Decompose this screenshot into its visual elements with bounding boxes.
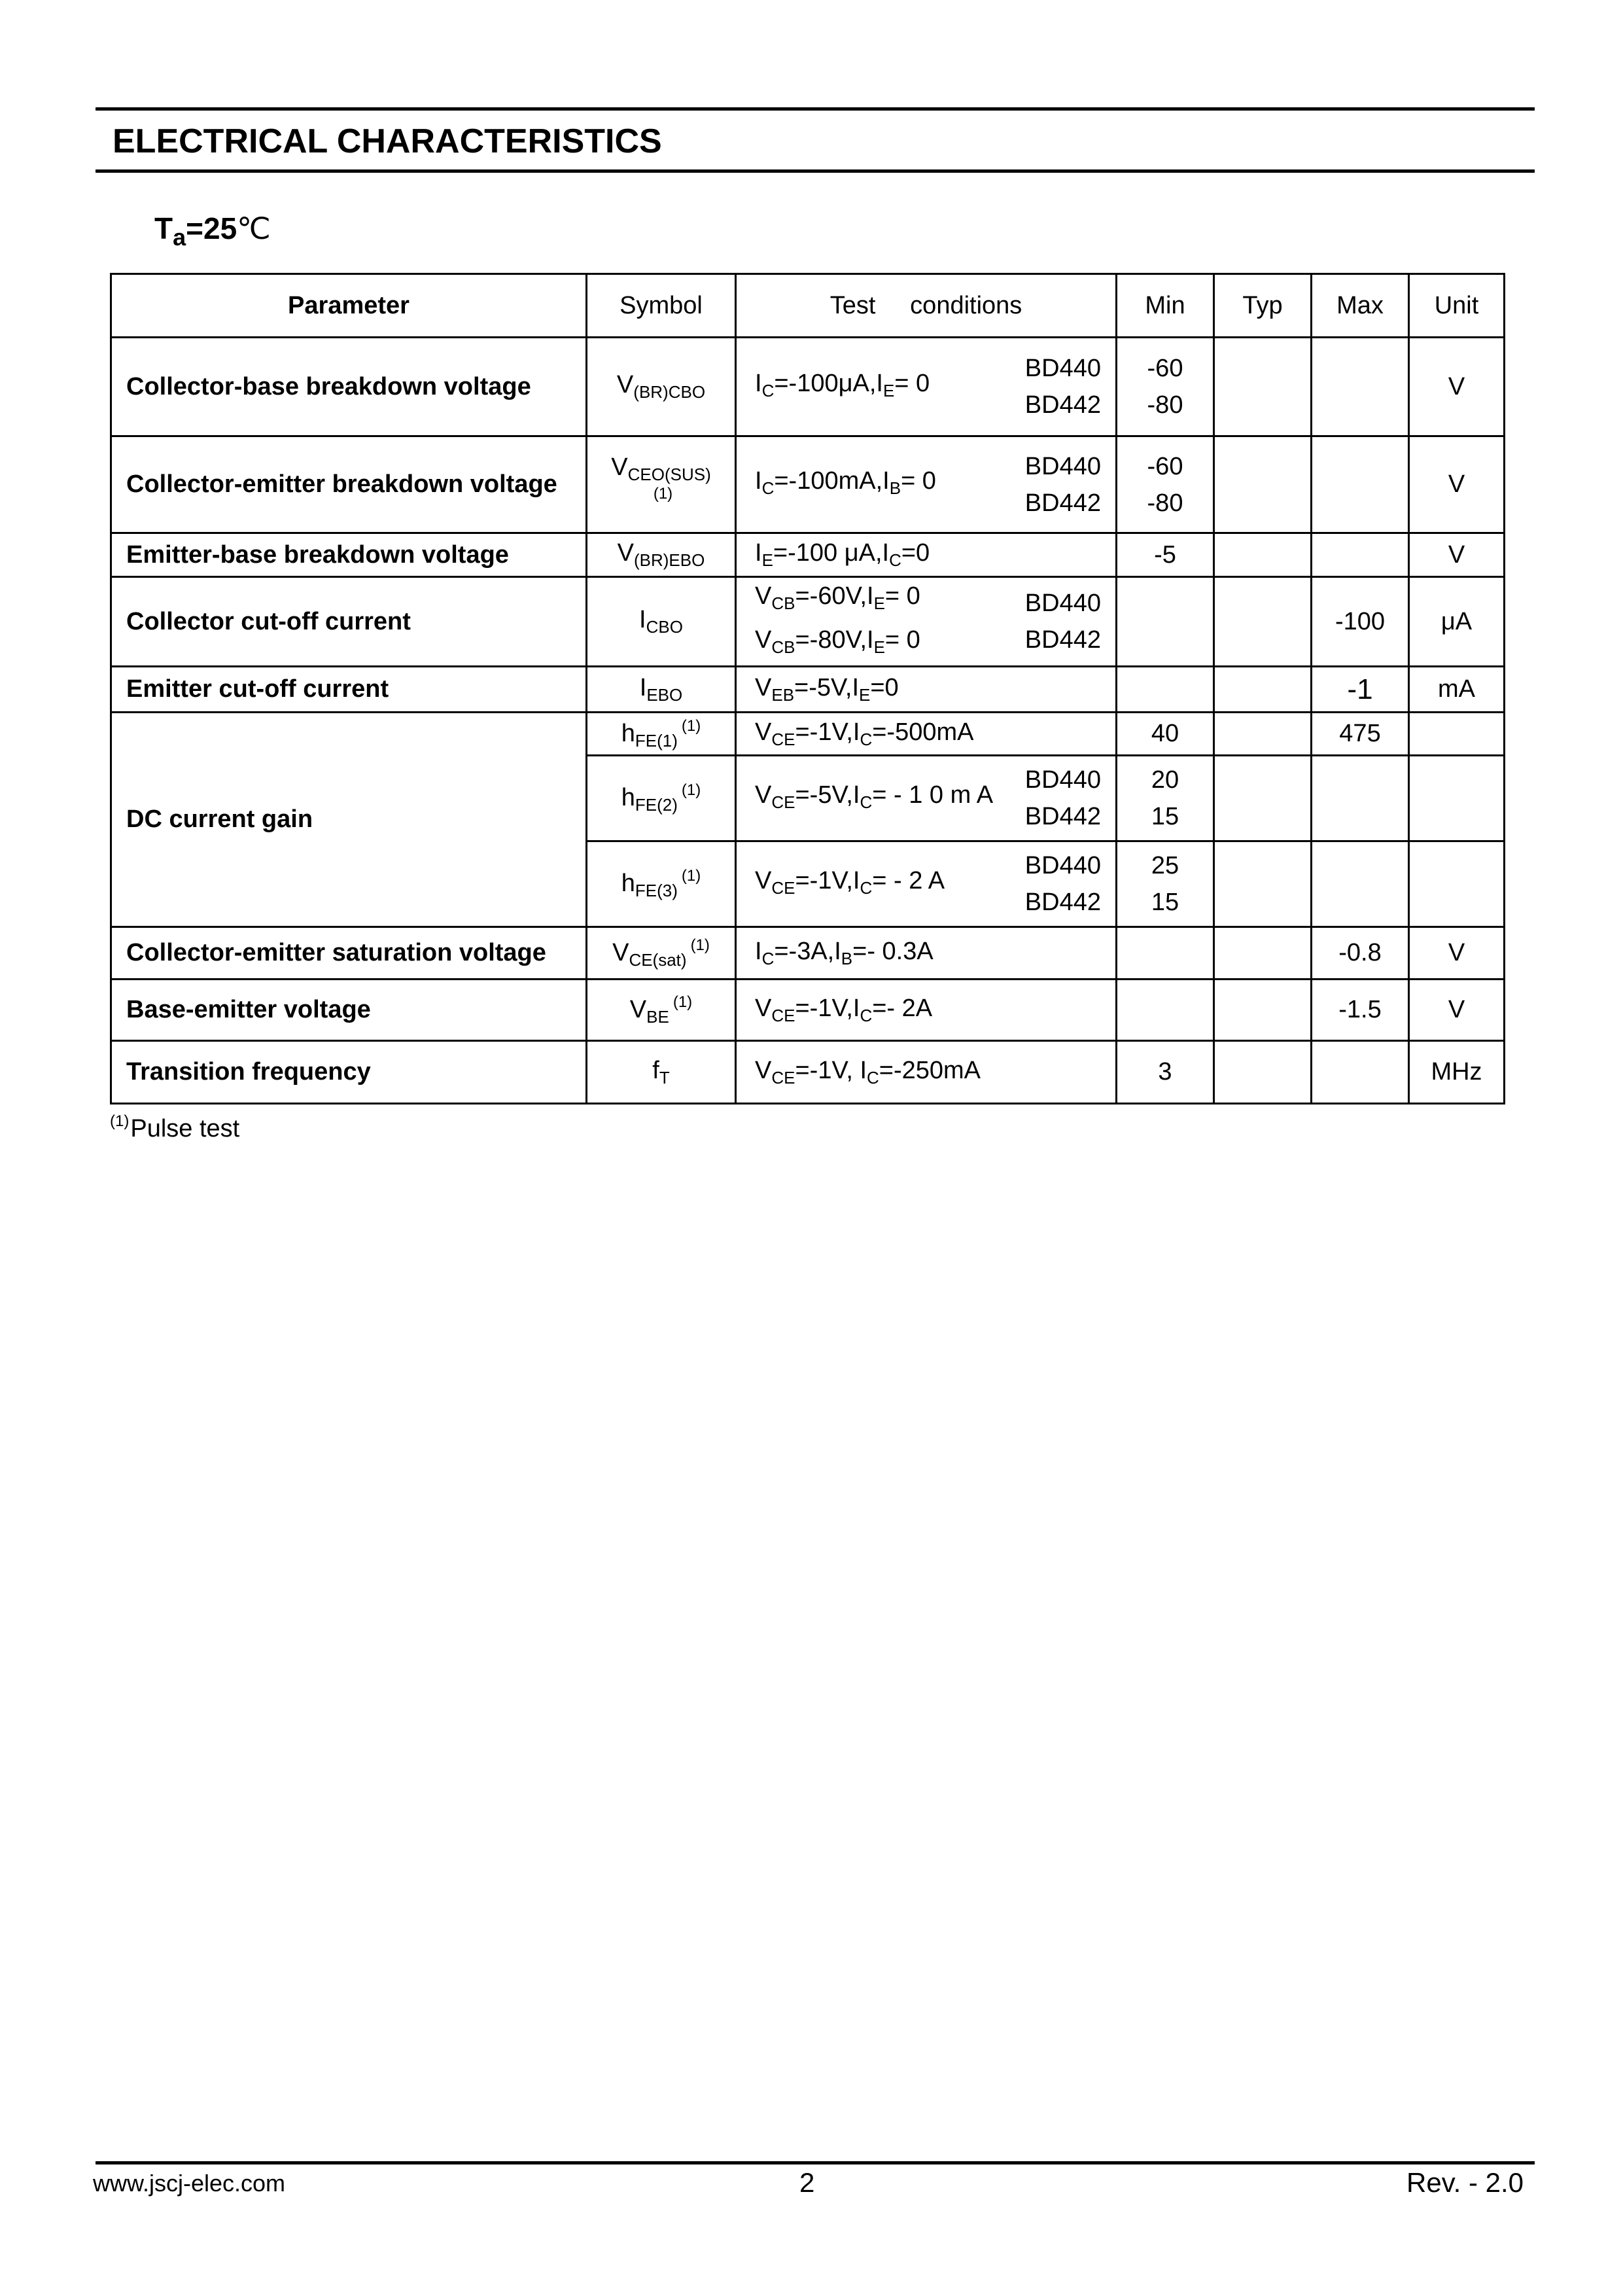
max-cell: [1312, 436, 1409, 533]
header-test-conditions: Test conditions: [736, 274, 1117, 338]
header-unit: Unit: [1409, 274, 1505, 338]
cell-value: I: [639, 606, 646, 633]
cell-value: BD440: [1024, 590, 1101, 617]
symbol-cell: [587, 533, 736, 577]
table-row: [111, 577, 1505, 667]
min-cell: [1117, 841, 1214, 927]
test-condition-cell: [736, 1041, 1117, 1104]
cell-value: BD440: [1024, 766, 1101, 794]
min-cell: [1117, 667, 1214, 713]
unit-cell: V: [1409, 980, 1505, 1041]
symbol-cell: [587, 980, 736, 1041]
cell-value: 25: [1151, 852, 1179, 879]
typ-cell: [1214, 713, 1312, 756]
condition-value: =-250mA: [879, 1056, 981, 1084]
condition-symbol: V: [755, 626, 772, 654]
page-number: 2: [799, 2167, 815, 2198]
condition-symbol: I: [852, 673, 860, 701]
condition-line: [755, 539, 1101, 571]
header-symbol: Symbol: [587, 274, 736, 338]
note-reference: (1): [681, 716, 701, 735]
condition-subscript: CE: [771, 792, 795, 812]
max-cell: [1312, 533, 1409, 577]
table-row: [111, 713, 1505, 756]
parameter-cell: Collector cut-off current: [111, 577, 587, 667]
condition-value: =-100μA,: [774, 369, 877, 397]
symbol-cell: [587, 667, 736, 713]
test-condition-cell: [736, 338, 1117, 436]
header-max: Max: [1312, 274, 1409, 338]
unit-cell: [1409, 756, 1505, 841]
symbol-subscript: EBO: [646, 684, 683, 705]
symbol-subscript: CE(sat): [629, 949, 687, 970]
condition-line: [755, 938, 1101, 969]
page-title: ELECTRICAL CHARACTERISTICS: [113, 122, 662, 160]
table-row: [111, 667, 1505, 713]
condition-line: [755, 674, 1101, 705]
condition-symbol: I: [755, 937, 762, 965]
condition-value: =-5V,: [794, 673, 852, 701]
condition-symbol: I: [852, 994, 860, 1022]
condition-symbol: I: [876, 369, 883, 397]
typ-cell: [1214, 577, 1312, 667]
cell-value: f: [652, 1056, 659, 1084]
cell-value: -80: [1147, 489, 1183, 517]
max-cell: -1.5: [1312, 980, 1409, 1041]
unit-cell: [1409, 841, 1505, 927]
condition-value: =-500mA: [872, 718, 974, 746]
condition-line: [755, 463, 936, 506]
unit-cell: μA: [1409, 577, 1505, 667]
cell-value: -80: [1147, 391, 1183, 419]
note-reference: (1): [681, 781, 701, 799]
symbol-subscript: CEO(SUS): [627, 465, 711, 484]
cell-value: h: [621, 719, 635, 747]
header-typ: Typ: [1214, 274, 1312, 338]
condition-value: =-100 μA,: [773, 539, 882, 567]
symbol-subscript: FE(1): [635, 730, 678, 751]
condition-value: =-80V,: [795, 626, 867, 654]
unit-cell: V: [1409, 533, 1505, 577]
condition-subscript: C: [860, 1005, 873, 1025]
typ-cell: [1214, 436, 1312, 533]
cell-value: h: [621, 870, 635, 897]
condition-symbol: V: [755, 673, 772, 701]
condition-subscript: B: [889, 478, 901, 498]
condition-value: =-60V,: [795, 582, 867, 610]
table-row: [111, 980, 1505, 1041]
table-header-row: [111, 274, 1505, 338]
condition-line: [755, 862, 945, 906]
cell-value: -60: [1147, 452, 1183, 480]
table-row: [111, 1041, 1505, 1104]
cell-value: 20: [1151, 766, 1179, 794]
unit-cell: V: [1409, 436, 1505, 533]
condition-value: = - 1 0 m A: [872, 781, 994, 809]
test-condition-cell: [736, 841, 1117, 927]
header-parameter: Parameter: [111, 274, 587, 338]
condition-value: =- 0.3A: [852, 937, 934, 965]
condition-symbol: V: [755, 718, 772, 746]
condition-symbol: V: [755, 781, 772, 809]
test-condition-cell: [736, 667, 1117, 713]
footnote-text: Pulse test: [130, 1115, 240, 1142]
symbol-cell: [587, 713, 736, 756]
parameter-cell: Collector-base breakdown voltage: [111, 338, 587, 436]
condition-value: = 0: [884, 582, 920, 610]
symbol-subscript: (BR)CBO: [633, 382, 706, 402]
min-cell: 3: [1117, 1041, 1214, 1104]
cell-value: BD442: [1024, 889, 1101, 916]
condition-line: [755, 1057, 1101, 1088]
revision-label: Rev. - 2.0: [1406, 2167, 1524, 2198]
condition-symbol: I: [834, 937, 841, 965]
test-condition-cell: [736, 577, 1117, 667]
test-condition-cell: [736, 927, 1117, 980]
min-cell: [1117, 338, 1214, 436]
condition-subscript: CE: [771, 877, 795, 898]
condition-symbol: V: [755, 994, 772, 1022]
condition-subscript: E: [761, 550, 773, 570]
table-row: [111, 436, 1505, 533]
condition-subscript: E: [859, 684, 871, 705]
condition-subscript: CB: [771, 637, 795, 657]
condition-subscript: EB: [771, 684, 795, 705]
cell-value: h: [621, 784, 635, 811]
max-cell: -1: [1312, 667, 1409, 713]
cell-value: BD440: [1024, 355, 1101, 382]
ta-symbol: T: [154, 211, 173, 245]
unit-cell: mA: [1409, 667, 1505, 713]
parameter-cell: Collector-emitter breakdown voltage: [111, 436, 587, 533]
symbol-subscript: T: [659, 1067, 670, 1087]
symbol-cell: [587, 841, 736, 927]
condition-subscript: C: [889, 550, 901, 570]
condition-line: [755, 622, 920, 665]
max-cell: -0.8: [1312, 927, 1409, 980]
parameter-cell: Collector-emitter saturation voltage: [111, 927, 587, 980]
max-cell: 475: [1312, 713, 1409, 756]
test-condition-cell: [736, 980, 1117, 1041]
cell-value: 15: [1151, 803, 1179, 830]
condition-value: =-3A,: [774, 937, 835, 965]
min-cell: [1117, 436, 1214, 533]
condition-subscript: C: [860, 877, 873, 898]
condition-line: [755, 777, 993, 821]
condition-symbol: I: [852, 866, 860, 894]
condition-subscript: CE: [771, 1067, 795, 1087]
min-cell: [1117, 927, 1214, 980]
condition-subscript: B: [841, 948, 853, 968]
cell-value: BD442: [1024, 803, 1101, 830]
min-cell: 40: [1117, 713, 1214, 756]
condition-line: [755, 365, 930, 409]
condition-value: =-5V,: [795, 781, 853, 809]
max-cell: [1312, 841, 1409, 927]
footnote: [110, 1112, 239, 1143]
table-row: [111, 338, 1505, 436]
condition-value: =-1V,: [795, 1056, 860, 1084]
typ-cell: [1214, 756, 1312, 841]
max-cell: -100: [1312, 577, 1409, 667]
condition-line: [755, 718, 1101, 750]
cell-value: V: [612, 938, 629, 966]
symbol-subscript: FE(3): [635, 881, 678, 900]
cell-value: -60: [1147, 355, 1183, 382]
condition-value: = 0: [884, 626, 920, 654]
condition-symbol: I: [867, 626, 874, 654]
condition-subscript: CE: [771, 729, 795, 749]
cell-value: 15: [1151, 889, 1179, 916]
condition-symbol: V: [755, 866, 772, 894]
min-cell: [1117, 756, 1214, 841]
max-cell: [1312, 338, 1409, 436]
symbol-cell: [587, 1041, 736, 1104]
typ-cell: [1214, 980, 1312, 1041]
condition-value: = 0: [894, 369, 930, 397]
condition-subscript: E: [873, 593, 885, 613]
unit-cell: [1409, 713, 1505, 756]
parameter-cell: DC current gain: [111, 713, 587, 927]
typ-cell: [1214, 927, 1312, 980]
symbol-cell: [587, 338, 736, 436]
typ-cell: [1214, 338, 1312, 436]
condition-subscript: C: [761, 948, 775, 968]
footer-website-link[interactable]: www.jscj-elec.com: [93, 2170, 286, 2197]
condition-subscript: E: [873, 637, 885, 657]
test-condition-cell: [736, 713, 1117, 756]
condition-line: [755, 995, 1101, 1026]
condition-value: =-100mA,: [774, 467, 883, 495]
condition-symbol: I: [882, 539, 890, 567]
cell-value: BD442: [1024, 489, 1101, 517]
min-cell: [1117, 980, 1214, 1041]
condition-value: =-1V,: [795, 866, 853, 894]
ta-subscript: a: [173, 224, 186, 251]
typ-cell: [1214, 667, 1312, 713]
condition-value: = 0: [901, 467, 936, 495]
symbol-cell: [587, 756, 736, 841]
unit-cell: V: [1409, 927, 1505, 980]
cell-value: V: [617, 539, 634, 567]
unit-cell: MHz: [1409, 1041, 1505, 1104]
ambient-temperature: [154, 211, 271, 251]
cell-value: V: [629, 995, 647, 1023]
table-row: [111, 533, 1505, 577]
parameter-cell: Emitter-base breakdown voltage: [111, 533, 587, 577]
condition-subscript: CE: [771, 1005, 795, 1025]
condition-symbol: I: [882, 467, 890, 495]
cell-value: BD440: [1024, 452, 1101, 480]
top-rule: [96, 107, 1535, 111]
symbol-subscript: BE: [646, 1006, 669, 1027]
condition-symbol: I: [755, 539, 762, 567]
condition-value: =- 2A: [872, 994, 933, 1022]
symbol-subscript: (BR)EBO: [634, 550, 705, 570]
condition-subscript: C: [761, 478, 775, 498]
cell-value: BD442: [1024, 391, 1101, 419]
typ-cell: [1214, 1041, 1312, 1104]
cell-value: V: [616, 371, 634, 398]
symbol-cell: [587, 927, 736, 980]
condition-subscript: C: [761, 380, 775, 400]
min-cell: [1117, 577, 1214, 667]
symbol-cell: [587, 577, 736, 667]
symbol-cell: [587, 436, 736, 533]
condition-subscript: E: [882, 380, 895, 400]
test-condition-cell: [736, 756, 1117, 841]
condition-line: [755, 578, 920, 622]
footer-rule: [96, 2161, 1535, 2164]
note-reference: (1): [681, 867, 701, 885]
cell-value: I: [639, 673, 647, 701]
condition-symbol: V: [755, 582, 772, 610]
symbol-subscript: FE(2): [635, 795, 678, 815]
condition-symbol: V: [755, 1056, 772, 1084]
condition-subscript: C: [860, 729, 873, 749]
condition-value: = - 2 A: [872, 866, 945, 894]
note-reference: (1): [672, 993, 693, 1011]
symbol-subscript: CBO: [646, 617, 683, 637]
max-cell: [1312, 1041, 1409, 1104]
degree-celsius-unit: ℃: [237, 211, 271, 245]
parameter-cell: Transition frequency: [111, 1041, 587, 1104]
parameter-cell: Base-emitter voltage: [111, 980, 587, 1041]
typ-cell: [1214, 533, 1312, 577]
condition-subscript: CB: [771, 593, 795, 613]
typ-cell: [1214, 841, 1312, 927]
note-reference: (1): [690, 936, 710, 954]
max-cell: [1312, 756, 1409, 841]
test-condition-cell: [736, 533, 1117, 577]
cell-value: V: [611, 453, 628, 481]
electrical-characteristics-table: [110, 273, 1505, 1104]
parameter-cell: Emitter cut-off current: [111, 667, 587, 713]
condition-symbol: I: [852, 781, 860, 809]
table-row: [111, 927, 1505, 980]
ta-value: =25: [186, 211, 237, 245]
condition-symbol: I: [755, 369, 762, 397]
condition-value: =-1V,: [795, 994, 853, 1022]
cell-value: BD440: [1024, 852, 1101, 879]
footnote-mark: (1): [110, 1112, 130, 1130]
test-condition-cell: [736, 436, 1117, 533]
condition-value: =-1V,: [795, 718, 853, 746]
condition-symbol: I: [755, 467, 762, 495]
title-underline: [96, 169, 1535, 173]
unit-cell: V: [1409, 338, 1505, 436]
note-reference: (1): [653, 485, 673, 503]
condition-symbol: I: [867, 582, 874, 610]
condition-symbol: I: [852, 718, 860, 746]
condition-value: =0: [870, 673, 899, 701]
header-min: Min: [1117, 274, 1214, 338]
condition-subscript: C: [860, 792, 873, 812]
condition-value: =0: [901, 539, 930, 567]
condition-subscript: C: [867, 1067, 879, 1087]
condition-symbol: I: [860, 1056, 867, 1084]
cell-value: BD442: [1024, 626, 1101, 654]
min-cell: -5: [1117, 533, 1214, 577]
